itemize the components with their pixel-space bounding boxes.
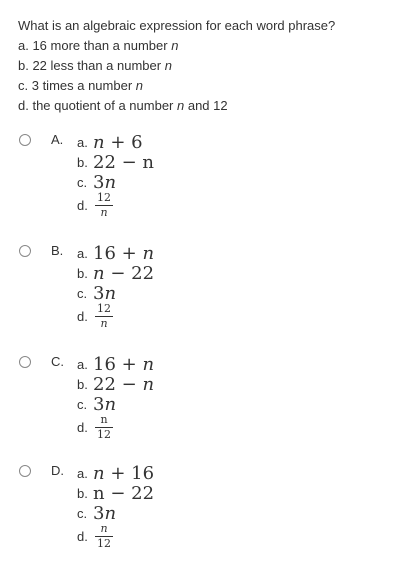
sub-label: c. [77,506,88,521]
radio-button[interactable] [19,134,31,146]
fraction-denominator: 12 [97,537,111,550]
fraction-numerator: 12 [97,191,111,204]
question-text [18,16,398,116]
radio-button[interactable] [19,245,31,257]
math-expression: 22 − n [93,152,155,173]
sub-label: d. [77,309,88,324]
option-letter: A. [51,132,64,147]
math-expression: n + 6 [93,132,143,153]
math-expression: n − 22 [93,483,155,504]
option-letter: D. [51,463,64,478]
sub-answer-c [77,503,116,523]
sub-answer-a [77,354,154,374]
math-expression: 16 + n [93,354,155,375]
sub-label: d. [77,529,88,544]
sub-answer-b [77,483,154,503]
question-prompt: What is an algebraic expression for each word phrase? [18,18,336,33]
sub-answer-c [77,172,116,192]
sub-label: b. [77,486,88,501]
sub-answer-a [77,463,154,483]
question-part-d: d. the quotient of a number n and 12 [18,98,228,113]
fraction-denominator: n [100,317,108,330]
fraction-numerator: 12 [97,302,111,315]
math-expression: 3n [93,283,117,304]
sub-label: a. [77,135,88,150]
radio-button[interactable] [19,465,31,477]
sub-answer-b [77,152,154,172]
sub-label: b. [77,155,88,170]
sub-answer-a [77,132,143,152]
math-expression: 3n [93,394,117,415]
fraction [95,414,113,441]
radio-button[interactable] [19,356,31,368]
question-part-c: c. 3 times a number n [18,78,144,93]
sub-label: a. [77,357,88,372]
sub-label: d. [77,420,88,435]
sub-answer-d [77,413,113,441]
sub-answer-c [77,394,116,414]
answer-option-c[interactable] [18,354,398,464]
sub-label: c. [77,286,88,301]
sub-answer-c [77,283,116,303]
fraction [95,192,113,219]
sub-answer-a [77,243,154,263]
fraction [95,523,113,550]
math-expression: n + 16 [93,463,155,484]
sub-label: c. [77,175,88,190]
question-part-a: a. 16 more than a number n [18,38,179,53]
sub-label: c. [77,397,88,412]
fraction-denominator: n [100,206,108,219]
answer-option-a[interactable] [18,132,398,242]
sub-answer-b [77,263,154,283]
fraction-numerator: n [95,523,113,537]
math-expression: 3n [93,503,117,524]
question-part-b: b. 22 less than a number n [18,58,172,73]
answer-option-d[interactable] [18,463,398,573]
fraction [95,303,113,330]
math-expression: 3n [93,172,117,193]
sub-label: b. [77,266,88,281]
fraction-denominator: 12 [97,428,111,441]
option-letter: C. [51,354,64,369]
sub-label: a. [77,246,88,261]
sub-label: d. [77,198,88,213]
sub-answer-d [77,522,113,550]
math-expression: 22 − n [93,374,155,395]
math-expression: 16 + n [93,243,155,264]
sub-answer-b [77,374,154,394]
sub-label: a. [77,466,88,481]
math-expression: n − 22 [93,263,155,284]
answer-option-b[interactable] [18,243,398,353]
sub-label: b. [77,377,88,392]
option-letter: B. [51,243,64,258]
fraction-numerator: n [95,414,113,428]
sub-answer-d [77,191,113,219]
sub-answer-d [77,302,113,330]
